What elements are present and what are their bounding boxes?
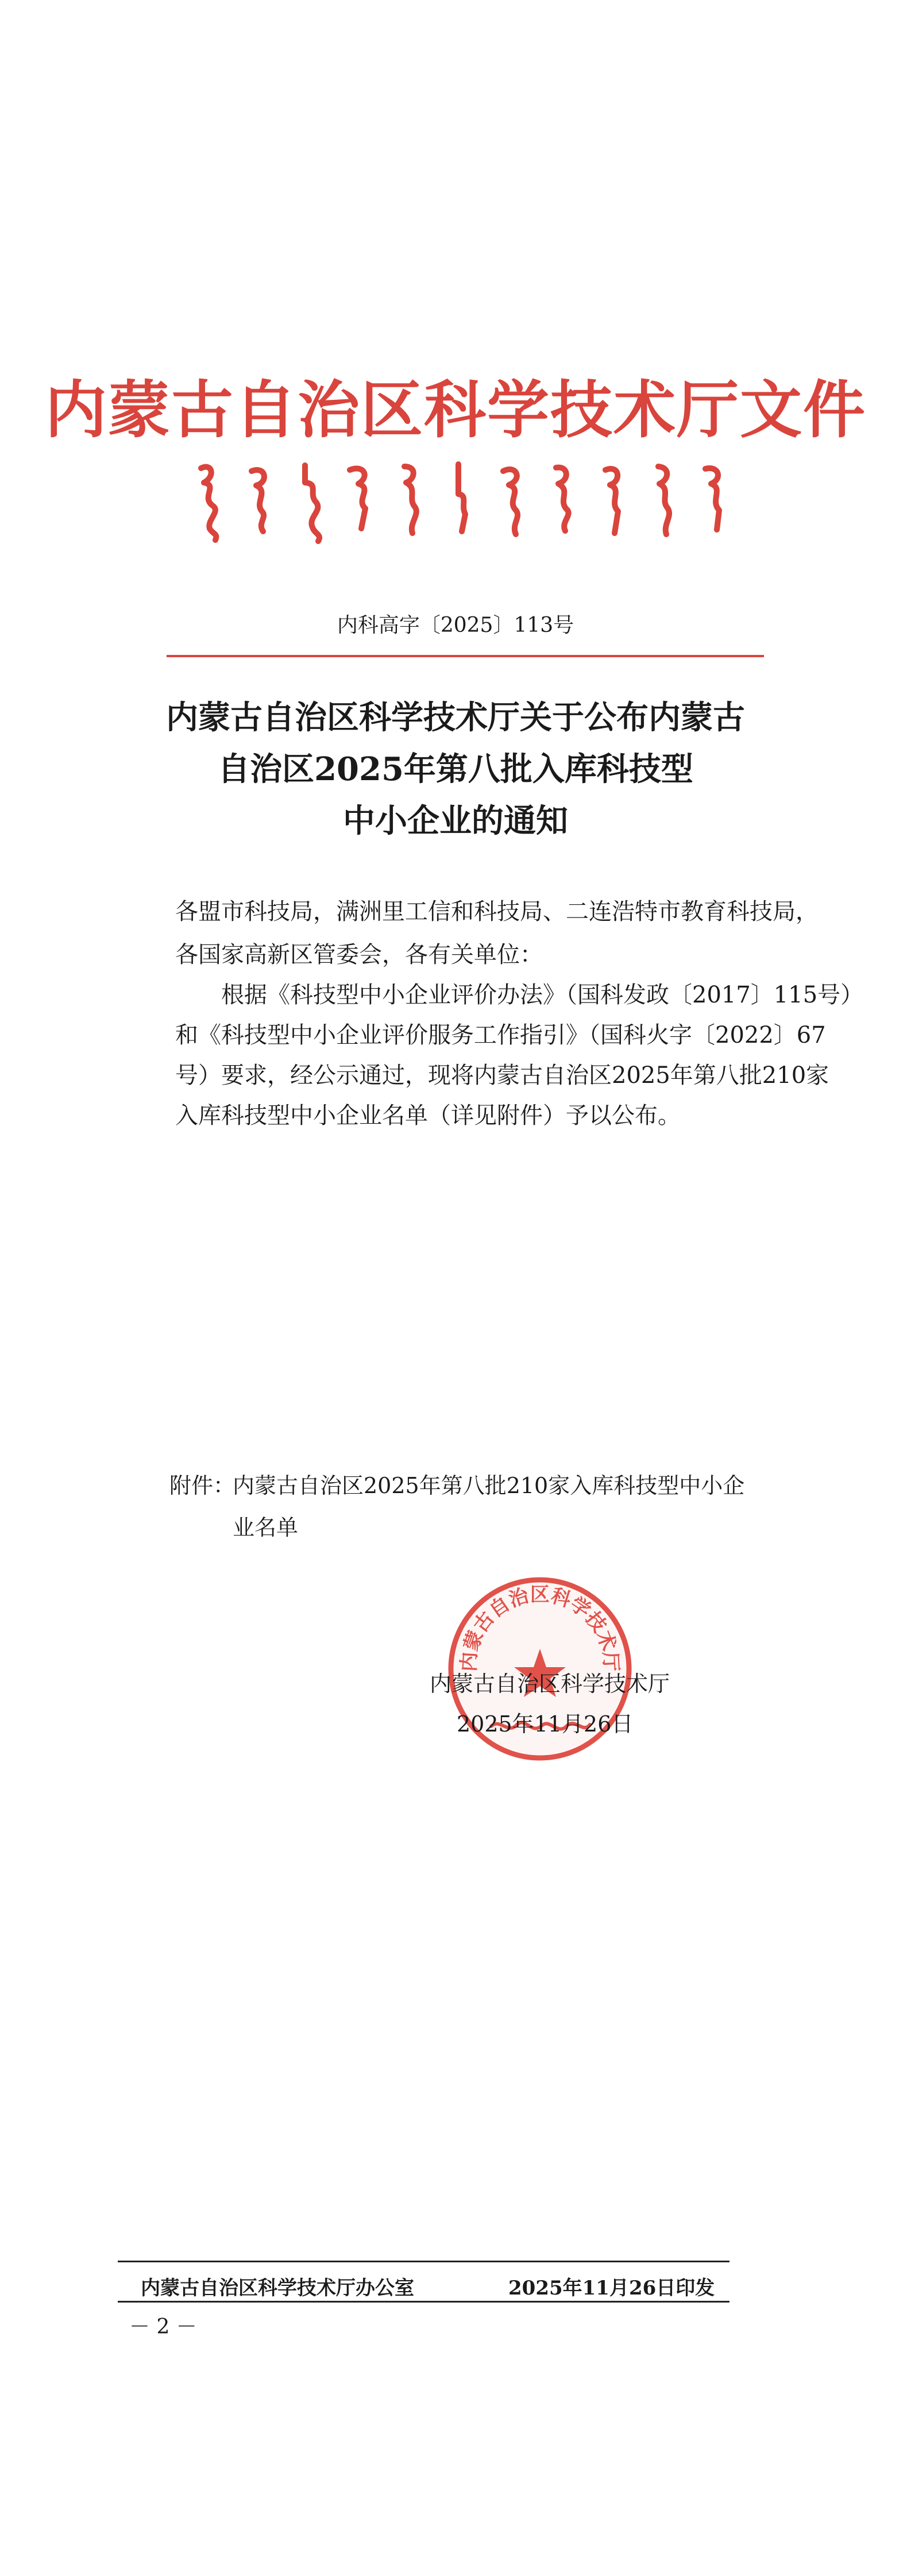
notice-title-line-1: 内蒙古自治区科学技术厅关于公布内蒙古 [166, 699, 745, 736]
recipients-line-1: 各盟市科技局，满洲里工信和科技局、二连浩特市教育科技局， [175, 898, 819, 925]
attachment-line-1[interactable]: 内蒙古自治区2025年第八批210家入库科技型中小企 [233, 1473, 745, 1498]
page-number: － 2 － [129, 2315, 197, 2339]
body-line-1: 根据《科技型中小企业评价办法》（国科发政〔2017〕115号） [221, 982, 864, 1008]
body-line-4: 入库科技型中小企业名单（详见附件）予以公布。 [175, 1102, 681, 1129]
body-line-3: 号）要求，经公示通过，现将内蒙古自治区2025年第八批210家 [175, 1062, 829, 1089]
letterhead-title: 内蒙古自治区科学技术厅文件 [44, 374, 866, 446]
recipients-line-2: 各国家高新区管委会，各有关单位： [175, 942, 543, 968]
document-number: 内科高字〔2025〕113号 [337, 614, 574, 637]
attachment-label: 附件： [169, 1473, 236, 1498]
signature-organization: 内蒙古自治区科学技术厅 [430, 1671, 670, 1696]
seal-text: 内蒙古自治区科学技术厅 [457, 1583, 623, 1672]
footer-rule-bottom [118, 2301, 729, 2303]
footer-rule-top [118, 2261, 729, 2262]
footer-issuer: 内蒙古自治区科学技术厅办公室 [141, 2277, 414, 2300]
signature-date: 2025年11月26日 [457, 1711, 634, 1737]
letterhead-divider [167, 655, 764, 657]
notice-title-line-3: 中小企业的通知 [343, 802, 568, 840]
notice-title-line-2: 自治区2025年第八批入库科技型 [218, 750, 693, 788]
body-line-2: 和《科技型中小企业评价服务工作指引》（国科火字〔2022〕67 [175, 1022, 826, 1048]
footer-print-date: 2025年11月26日印发 [508, 2277, 715, 2300]
attachment-line-2[interactable]: 业名单 [233, 1515, 299, 1540]
mongolian-script-letterhead [190, 460, 735, 546]
